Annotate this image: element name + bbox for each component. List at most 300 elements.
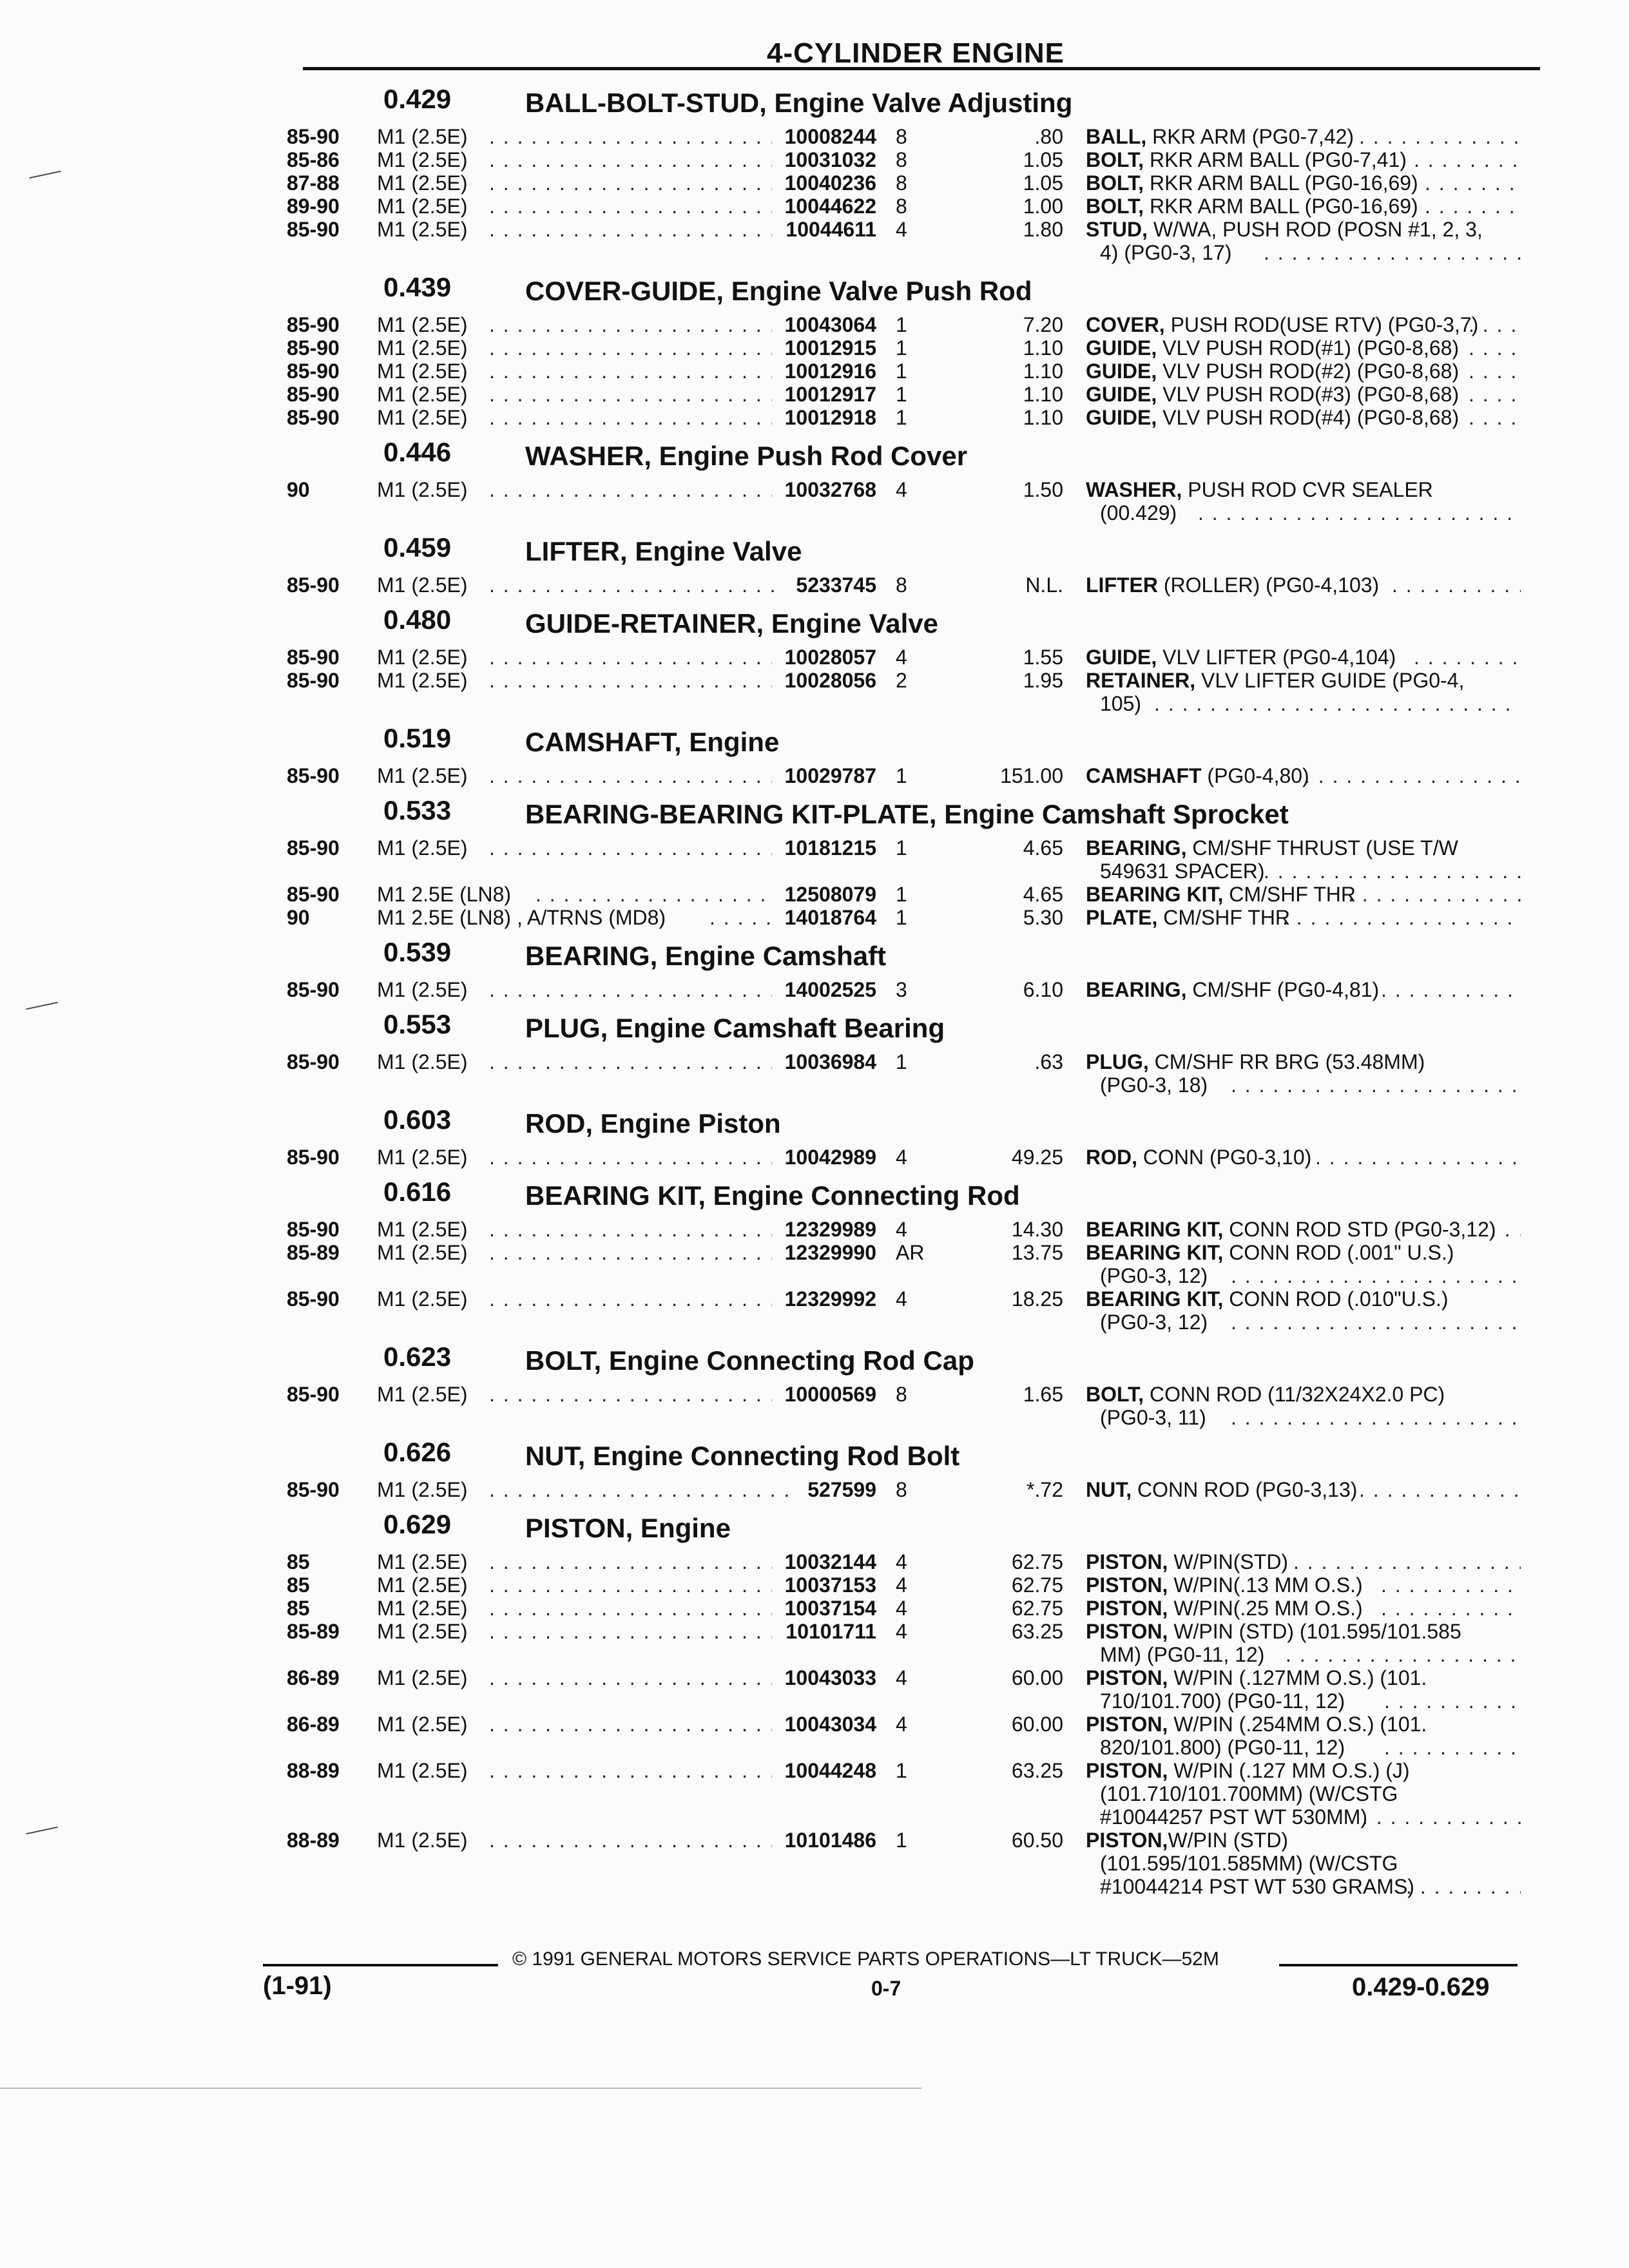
part-row <box>287 1666 1524 1713</box>
part-name: PLATE, <box>1086 906 1158 929</box>
part-number: 12329992 <box>784 1287 876 1311</box>
part-name: COVER, <box>1086 313 1165 336</box>
model-code: M1 (2.5E) <box>377 978 468 1001</box>
section-header <box>287 787 1524 836</box>
model-code: M1 (2.5E) <box>377 218 468 241</box>
model-code: M1 (2.5E) <box>377 1241 468 1264</box>
section-title: BOLT, Engine Connecting Rod Cap <box>525 1345 974 1376</box>
list-price: 1.65 <box>1023 1383 1063 1406</box>
list-price: 62.75 <box>1011 1550 1063 1573</box>
part-detail: RKR ARM BALL (PG0-16,69) <box>1144 171 1418 195</box>
part-number: 10028056 <box>784 669 876 692</box>
quantity: 2 <box>896 669 907 692</box>
part-detail: VLV LIFTER GUIDE (PG0-4, <box>1195 669 1465 692</box>
section-title: COVER-GUIDE, Engine Valve Push Rod <box>525 276 1032 306</box>
model-code: M1 (2.5E) <box>377 573 468 597</box>
leader-dots <box>1469 406 1521 429</box>
list-price: 4.65 <box>1023 883 1063 906</box>
quantity: 4 <box>896 1550 907 1573</box>
description-line <box>1086 1759 1524 1782</box>
model-code: M1 (2.5E) <box>377 406 468 429</box>
part-number: 10029787 <box>784 764 876 787</box>
list-price: *.72 <box>1027 1478 1063 1501</box>
section-title: BEARING-BEARING KIT-PLATE, Engine Camshaft Sprocket <box>525 799 1289 829</box>
model-years: 85-90 <box>287 383 340 406</box>
part-name: GUIDE, <box>1086 646 1157 669</box>
model-years: 90 <box>287 478 310 501</box>
list-price: 1.05 <box>1023 171 1063 195</box>
section-header <box>287 1501 1524 1550</box>
part-row <box>287 148 1524 171</box>
model-code: M1 (2.5E) <box>377 125 468 148</box>
section-title: PLUG, Engine Camshaft Bearing <box>525 1013 945 1043</box>
model-years: 89-90 <box>287 195 340 218</box>
model-code: M1 (2.5E) <box>377 1829 468 1852</box>
quantity: 1 <box>896 764 907 787</box>
model-code: M1 (2.5E) <box>377 1759 468 1782</box>
part-row <box>287 1050 1524 1097</box>
footer-rule-right <box>1279 1964 1518 1966</box>
part-row <box>287 1829 1524 1898</box>
part-row <box>287 195 1524 218</box>
list-price: 1.50 <box>1023 478 1063 501</box>
quantity: 4 <box>896 646 907 669</box>
section-number: 0.539 <box>383 937 452 967</box>
model-years: 85-90 <box>287 336 340 360</box>
model-years: 85-90 <box>287 1146 340 1169</box>
part-row <box>287 669 1524 715</box>
list-price: .80 <box>1034 125 1063 148</box>
description-continuation: (PG0-3, 18) <box>1100 1073 1208 1097</box>
part-name: PLUG, <box>1086 1050 1149 1073</box>
description-continuation: (PG0-3, 12) <box>1100 1264 1208 1287</box>
footer-rule-left <box>263 1964 498 1966</box>
part-detail: W/PIN (.127 MM O.S.) (J) <box>1168 1759 1410 1782</box>
model-code: M1 (2.5E) <box>377 1218 468 1241</box>
description-line <box>1086 1666 1524 1689</box>
list-price: 1.95 <box>1023 669 1063 692</box>
description-continuation: (PG0-3, 12) <box>1100 1311 1208 1334</box>
leader-dots <box>1362 1805 1521 1829</box>
part-number: 12329990 <box>784 1241 876 1264</box>
model-years: 85-90 <box>287 1383 340 1406</box>
leader-dots <box>1469 313 1521 336</box>
list-price: 63.25 <box>1011 1620 1063 1643</box>
model-years: 85-90 <box>287 573 340 597</box>
quantity: 1 <box>896 360 907 383</box>
part-number: 10044248 <box>784 1759 876 1782</box>
description-line <box>1086 406 1524 429</box>
model-code: M1 (2.5E) <box>377 1620 468 1643</box>
part-name: BEARING KIT, <box>1086 1218 1224 1241</box>
quantity: 1 <box>896 1829 907 1852</box>
model-years: 85-90 <box>287 218 340 241</box>
list-price: 5.30 <box>1023 906 1063 929</box>
part-number: 12508079 <box>784 883 876 906</box>
description-continuation: (101.595/101.585MM) (W/CSTG <box>1100 1852 1398 1875</box>
section-header <box>287 929 1524 978</box>
model-years: 85-90 <box>287 1218 340 1241</box>
model-years: 86-89 <box>287 1666 340 1689</box>
section-number: 0.533 <box>383 795 452 825</box>
part-number: 10032768 <box>784 478 876 501</box>
part-detail: VLV LIFTER (PG0-4,104) <box>1157 646 1396 669</box>
description-line <box>1086 1829 1524 1852</box>
description-line <box>1086 1383 1524 1406</box>
model-code: M1 (2.5E) <box>377 646 468 669</box>
part-row <box>287 360 1524 383</box>
part-number: 10044622 <box>784 195 876 218</box>
leader-dots <box>1425 171 1521 195</box>
quantity: 4 <box>896 478 907 501</box>
model-years: 85 <box>287 1573 310 1597</box>
part-row <box>287 313 1524 336</box>
section-title: BEARING KIT, Engine Connecting Rod <box>525 1180 1020 1211</box>
part-number: 10036984 <box>784 1050 876 1073</box>
leader-dots <box>1359 125 1521 148</box>
section-header <box>287 429 1524 478</box>
description-line <box>1086 336 1524 360</box>
part-name: BOLT, <box>1086 171 1144 195</box>
part-row <box>287 1218 1524 1241</box>
section-header <box>287 1169 1524 1218</box>
part-detail: RKR ARM BALL (PG0-7,41) <box>1144 148 1407 171</box>
part-detail: RKR ARM (PG0-7,42) <box>1146 125 1354 148</box>
part-name: PISTON, <box>1086 1620 1168 1643</box>
part-number: 10043033 <box>784 1666 876 1689</box>
description-line <box>1086 313 1524 336</box>
model-code: M1 (2.5E) <box>377 1666 468 1689</box>
leader-dots <box>1384 1736 1521 1759</box>
part-row <box>287 1597 1524 1620</box>
part-number: 10012916 <box>784 360 876 383</box>
section-header <box>287 597 1524 646</box>
model-code: M1 (2.5E) <box>377 313 468 336</box>
part-detail: W/PIN(.25 MM O.S.) <box>1168 1597 1363 1620</box>
section-title: GUIDE-RETAINER, Engine Valve <box>525 608 939 639</box>
description-line <box>1086 1050 1524 1073</box>
list-price: N.L. <box>1025 573 1063 597</box>
part-name: PISTON, <box>1086 1829 1168 1852</box>
model-years: 85-90 <box>287 1050 340 1073</box>
description-continuation: #10044214 PST WT 530 GRAMS) <box>1100 1875 1414 1898</box>
model-code: M1 (2.5E) <box>377 1573 468 1597</box>
leader-dots <box>1381 1573 1521 1597</box>
part-name: BEARING, <box>1086 978 1187 1001</box>
part-detail: VLV PUSH ROD(#2) (PG0-8,68) <box>1157 360 1460 383</box>
quantity: 4 <box>896 1573 907 1597</box>
part-number: 10043064 <box>784 313 876 336</box>
list-price: 1.80 <box>1023 218 1063 241</box>
leader-dots <box>1414 646 1521 669</box>
part-number: 10101711 <box>786 1620 876 1643</box>
model-years: 90 <box>287 906 310 929</box>
part-row <box>287 218 1524 264</box>
part-row <box>287 171 1524 195</box>
leader-dots <box>1392 573 1521 597</box>
section-number: 0.629 <box>383 1509 452 1539</box>
model-code: M1 (2.5E) <box>377 1478 468 1501</box>
part-number: 10012915 <box>784 336 876 360</box>
part-detail: CM/SHF (PG0-4,81) <box>1186 978 1380 1001</box>
list-price: 60.00 <box>1011 1713 1063 1736</box>
model-code: M1 (2.5E) <box>377 1146 468 1169</box>
quantity: 4 <box>896 1713 907 1736</box>
part-row <box>287 383 1524 406</box>
part-description <box>1086 336 1524 360</box>
part-row <box>287 478 1524 524</box>
part-detail: RKR ARM BALL (PG0-16,69) <box>1144 195 1418 218</box>
model-code: M1 (2.5E) <box>377 478 468 501</box>
part-number: 10012918 <box>784 406 876 429</box>
part-number: 10037153 <box>784 1573 876 1597</box>
section-header <box>287 76 1524 125</box>
model-code: M1 (2.5E) <box>377 1597 468 1620</box>
part-row <box>287 1573 1524 1597</box>
quantity: 3 <box>896 978 907 1001</box>
part-row <box>287 836 1524 883</box>
part-row <box>287 1287 1524 1334</box>
model-code: M1 (2.5E) <box>377 148 468 171</box>
model-code: M1 (2.5E) <box>377 1713 468 1736</box>
quantity: 1 <box>896 313 907 336</box>
part-name: BOLT, <box>1086 148 1144 171</box>
section-title: PISTON, Engine <box>525 1513 731 1543</box>
part-row <box>287 1713 1524 1759</box>
section-title: LIFTER, Engine Valve <box>525 536 802 566</box>
quantity: 8 <box>896 1478 907 1501</box>
section-header <box>287 1097 1524 1146</box>
part-name: PISTON, <box>1086 1597 1168 1620</box>
model-years: 85-90 <box>287 1287 340 1311</box>
part-detail: (ROLLER) (PG0-4,103) <box>1157 573 1380 597</box>
list-price: 1.10 <box>1023 336 1063 360</box>
model-code: M1 (2.5E) <box>377 1550 468 1573</box>
model-years: 85-90 <box>287 1478 340 1501</box>
leader-dots <box>1414 148 1521 171</box>
model-years: 88-89 <box>287 1829 340 1852</box>
quantity: 1 <box>896 883 907 906</box>
section-number: 0.519 <box>383 723 452 753</box>
section-header <box>287 264 1524 313</box>
part-description <box>1086 383 1524 406</box>
list-price: 1.10 <box>1023 383 1063 406</box>
quantity: 4 <box>896 1666 907 1689</box>
quantity: 8 <box>896 125 907 148</box>
part-detail: PUSH ROD CVR SEALER <box>1182 478 1433 501</box>
model-code: M1 (2.5E) <box>377 836 468 860</box>
part-name: GUIDE, <box>1086 406 1157 429</box>
leader-dots <box>1406 1875 1521 1898</box>
description-line <box>1086 1218 1524 1241</box>
list-price: 1.10 <box>1023 406 1063 429</box>
quantity: 4 <box>896 1597 907 1620</box>
part-detail: W/PIN (.127MM O.S.) (101. <box>1168 1666 1427 1689</box>
part-detail: CM/SHF RR BRG (53.48MM) <box>1148 1050 1425 1073</box>
part-detail: VLV PUSH ROD(#1) (PG0-8,68) <box>1157 336 1460 360</box>
part-description <box>1086 313 1524 336</box>
model-code: M1 2.5E (LN8) <box>377 883 512 906</box>
section-number: 0.429 <box>383 84 452 114</box>
section-range: 0.429-0.629 <box>1352 1973 1490 2001</box>
part-name: BEARING KIT, <box>1086 1287 1224 1311</box>
list-price: 14.30 <box>1011 1218 1063 1241</box>
model-code: M1 2.5E (LN8) , A/TRNS (MD8) <box>377 906 666 929</box>
part-number: 10008244 <box>784 125 876 148</box>
list-price: 60.50 <box>1011 1829 1063 1852</box>
leader-dots <box>1286 1643 1521 1666</box>
part-name: STUD, <box>1086 218 1148 241</box>
part-name: NUT, <box>1086 1478 1132 1501</box>
section-title: WASHER, Engine Push Rod Cover <box>525 441 968 471</box>
description-continuation: MM) (PG0-11, 12) <box>1100 1643 1265 1666</box>
model-years: 85-90 <box>287 883 340 906</box>
leader-dots <box>1304 764 1521 787</box>
leader-dots <box>1359 1478 1521 1501</box>
part-name: PISTON, <box>1086 1666 1168 1689</box>
description-continuation: (PG0-3, 11) <box>1100 1406 1206 1429</box>
part-row <box>287 883 1524 906</box>
part-row <box>287 573 1524 597</box>
part-detail: CM/SHF THR <box>1223 883 1356 906</box>
part-name: ROD, <box>1086 1146 1137 1169</box>
leader-dots <box>1231 1073 1521 1097</box>
part-detail: W/PIN(.13 MM O.S.) <box>1168 1573 1363 1597</box>
list-price: 62.75 <box>1011 1597 1063 1620</box>
part-name: BOLT, <box>1086 1383 1144 1406</box>
description-line <box>1086 383 1524 406</box>
part-number: 10032144 <box>784 1550 876 1573</box>
part-number: 10040236 <box>784 171 876 195</box>
page-number: 0-7 <box>871 1977 901 2000</box>
list-price: 7.20 <box>1023 313 1063 336</box>
part-detail: PUSH ROD(USE RTV) (PG0-3,7) <box>1164 313 1479 336</box>
quantity: 4 <box>896 1620 907 1643</box>
model-code: M1 (2.5E) <box>377 195 468 218</box>
part-row <box>287 764 1524 787</box>
model-years: 85-90 <box>287 978 340 1001</box>
part-row <box>287 336 1524 360</box>
part-detail: W/PIN(STD) <box>1168 1550 1289 1573</box>
description-line <box>1086 360 1524 383</box>
part-detail: CONN ROD STD (PG0-3,12) <box>1223 1218 1496 1241</box>
section-number: 0.480 <box>383 604 452 635</box>
list-price: 1.00 <box>1023 195 1063 218</box>
part-detail: CM/SHF THRUST (USE T/W <box>1186 836 1458 860</box>
description-line <box>1086 1241 1524 1264</box>
parts-listing <box>287 76 1524 1898</box>
model-years: 85-90 <box>287 836 340 860</box>
quantity: 8 <box>896 171 907 195</box>
model-code: M1 (2.5E) <box>377 336 468 360</box>
leader-dots <box>1315 1146 1521 1169</box>
leader-dots <box>1264 241 1521 264</box>
part-number: 10031032 <box>784 148 876 171</box>
part-description <box>1086 360 1524 383</box>
section-number: 0.439 <box>383 272 452 302</box>
leader-dots <box>1469 360 1521 383</box>
section-number: 0.623 <box>383 1341 452 1372</box>
page-title: 4-CYLINDER ENGINE <box>767 37 1065 69</box>
section-header <box>287 1429 1524 1478</box>
part-description <box>1086 406 1524 429</box>
model-code: M1 (2.5E) <box>377 383 468 406</box>
description-continuation: 549631 SPACER) <box>1100 860 1265 883</box>
model-years: 85 <box>287 1597 310 1620</box>
section-header <box>287 1001 1524 1050</box>
part-number: 10037154 <box>784 1597 876 1620</box>
leader-dots <box>1154 692 1521 715</box>
model-code: M1 (2.5E) <box>377 669 468 692</box>
part-number: 14002525 <box>784 978 876 1001</box>
model-code: M1 (2.5E) <box>377 360 468 383</box>
part-detail: W/WA, PUSH ROD (POSN #1, 2, 3, <box>1148 218 1483 241</box>
list-price: 1.05 <box>1023 148 1063 171</box>
leader-dots <box>1469 383 1521 406</box>
model-years: 85-90 <box>287 669 340 692</box>
list-price: 13.75 <box>1011 1241 1063 1264</box>
list-price: 63.25 <box>1011 1759 1063 1782</box>
leader-dots <box>1282 906 1521 929</box>
quantity: 1 <box>896 836 907 860</box>
part-number: 10181215 <box>784 836 876 860</box>
quantity: 1 <box>896 1050 907 1073</box>
part-name: BEARING KIT, <box>1086 1241 1224 1264</box>
leader-dots <box>1198 501 1521 524</box>
leader-dots <box>1231 1406 1521 1429</box>
section-number: 0.446 <box>383 437 452 467</box>
leader-dots <box>1293 1550 1521 1573</box>
leader-dots <box>1425 195 1521 218</box>
section-number: 0.459 <box>383 532 452 562</box>
list-price: .63 <box>1034 1050 1063 1073</box>
model-code: M1 (2.5E) <box>377 1287 468 1311</box>
margin-mark <box>29 171 61 178</box>
part-row <box>287 646 1524 669</box>
part-number: 10044611 <box>786 218 876 241</box>
quantity: 4 <box>896 1146 907 1169</box>
section-number: 0.603 <box>383 1104 452 1135</box>
model-years: 85-90 <box>287 125 340 148</box>
description-continuation: 105) <box>1100 692 1142 715</box>
list-price: 49.25 <box>1011 1146 1063 1169</box>
quantity: 8 <box>896 573 907 597</box>
part-name: PISTON, <box>1086 1713 1168 1736</box>
list-price: 18.25 <box>1011 1287 1063 1311</box>
part-number: 10042989 <box>784 1146 876 1169</box>
part-detail: W/PIN (STD) (101.595/101.585 <box>1168 1620 1461 1643</box>
model-years: 88-89 <box>287 1759 340 1782</box>
part-name: BOLT, <box>1086 195 1144 218</box>
section-title: BEARING, Engine Camshaft <box>525 941 887 971</box>
part-row <box>287 1478 1524 1501</box>
part-row <box>287 906 1524 929</box>
quantity: 4 <box>896 218 907 241</box>
section-header <box>287 1334 1524 1383</box>
part-detail: CONN ROD (PG0-3,13) <box>1132 1478 1358 1501</box>
model-years: 85 <box>287 1550 310 1573</box>
section-header <box>287 715 1524 764</box>
header-rule <box>303 67 1540 70</box>
model-code: M1 (2.5E) <box>377 1050 468 1073</box>
description-line <box>1086 1287 1524 1311</box>
part-detail: CONN (PG0-3,10) <box>1137 1146 1312 1169</box>
list-price: 151.00 <box>1000 764 1063 787</box>
list-price: 1.55 <box>1023 646 1063 669</box>
part-row <box>287 1146 1524 1169</box>
part-description <box>1086 1218 1524 1241</box>
part-detail: W/PIN (STD) <box>1168 1829 1289 1852</box>
